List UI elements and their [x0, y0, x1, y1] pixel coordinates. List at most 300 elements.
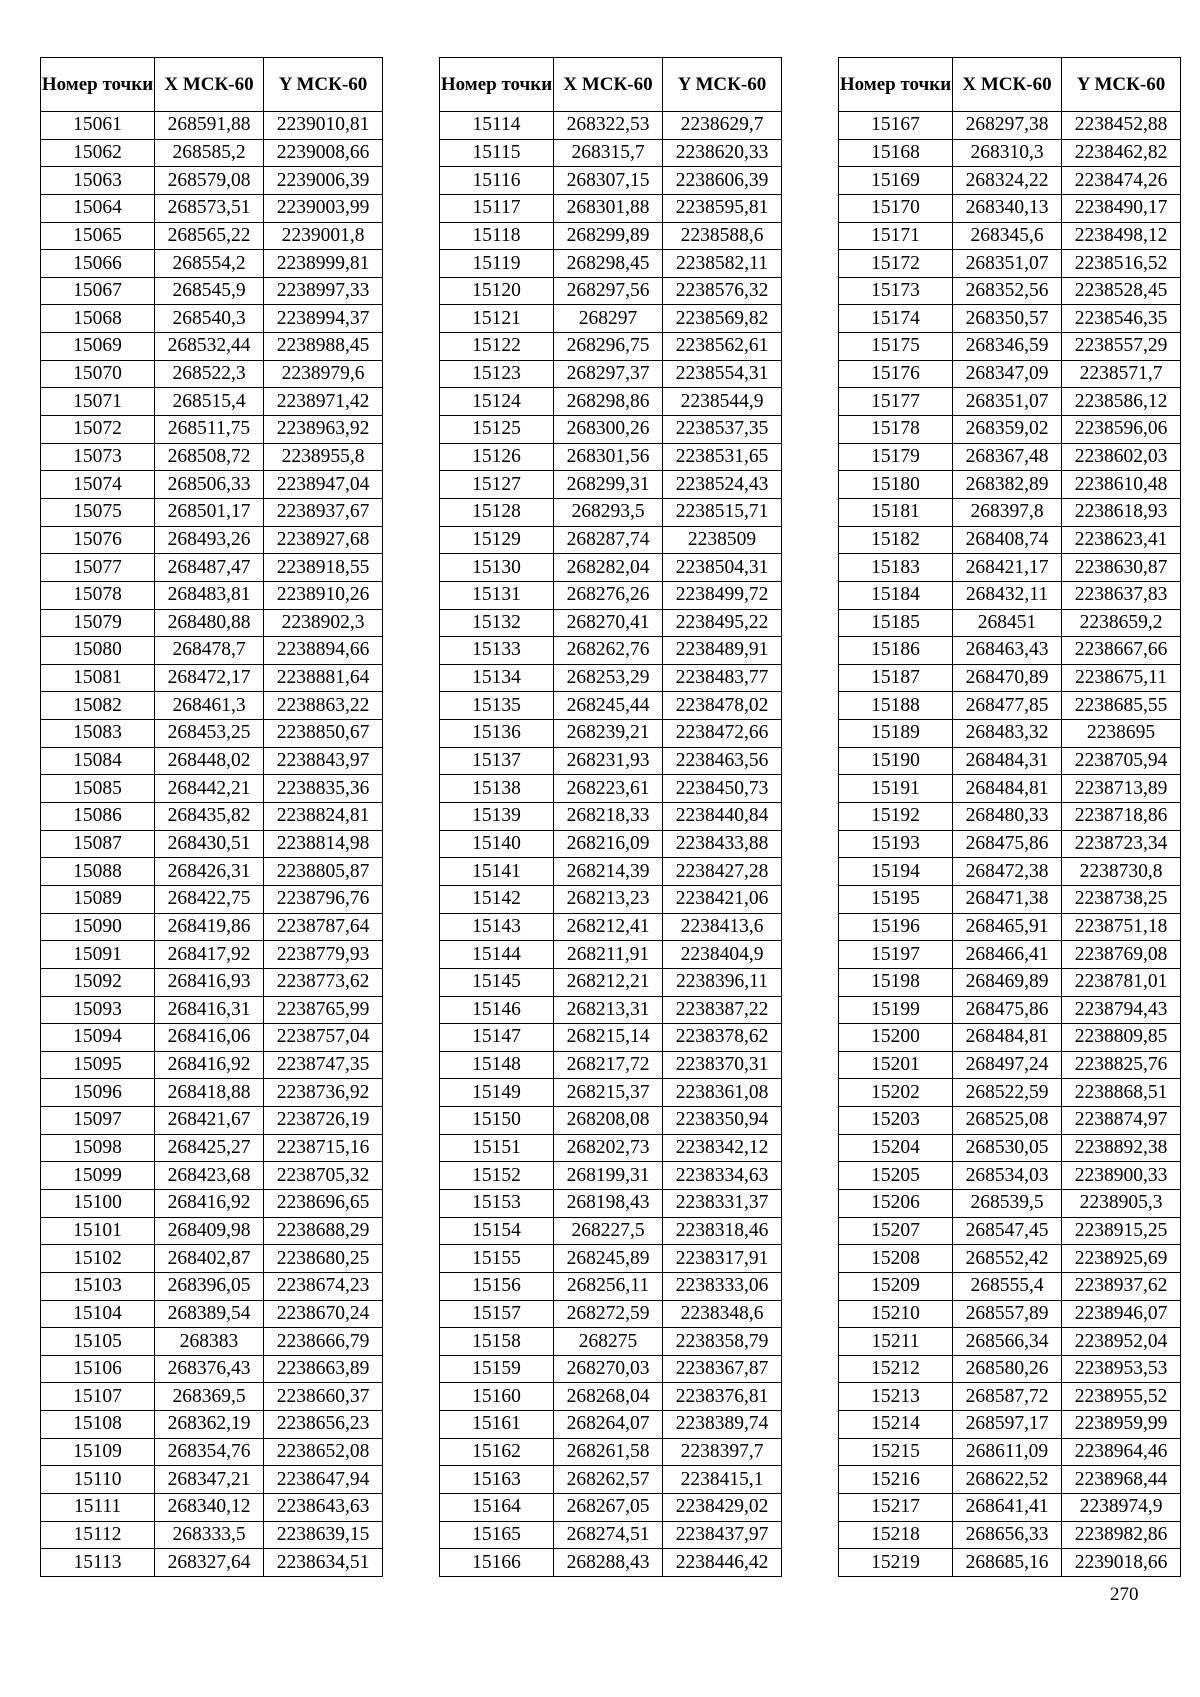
y-coordinate-cell: 2238562,61	[663, 333, 782, 361]
point-number-cell: 15182	[839, 526, 953, 554]
table-row	[839, 885, 1181, 913]
table-row	[839, 1355, 1181, 1383]
table-row	[41, 1272, 383, 1300]
point-number-cell: 15181	[839, 498, 953, 526]
y-coordinate-cell: 2238675,11	[1062, 664, 1181, 692]
table-row	[839, 112, 1181, 140]
y-coordinate-cell: 2238620,33	[663, 139, 782, 167]
x-coordinate-cell: 268245,89	[554, 1245, 663, 1273]
x-coordinate-cell: 268423,68	[155, 1162, 264, 1190]
point-number-cell: 15129	[440, 526, 554, 554]
table-row	[41, 968, 383, 996]
x-coordinate-cell: 268442,21	[155, 775, 264, 803]
point-number-cell: 15131	[440, 581, 554, 609]
y-coordinate-cell: 2238358,79	[663, 1328, 782, 1356]
point-number-cell: 15126	[440, 443, 554, 471]
y-coordinate-cell: 2238765,99	[264, 996, 383, 1024]
table-row	[440, 1549, 782, 1577]
table-row	[41, 1079, 383, 1107]
table-row	[41, 830, 383, 858]
y-coordinate-cell: 2238317,91	[663, 1245, 782, 1273]
x-coordinate-cell: 268483,32	[953, 720, 1062, 748]
table-row	[41, 609, 383, 637]
y-coordinate-cell: 2238738,25	[1062, 885, 1181, 913]
table-row	[839, 858, 1181, 886]
table-row	[440, 996, 782, 1024]
x-coordinate-cell: 268448,02	[155, 747, 264, 775]
point-number-cell: 15090	[41, 913, 155, 941]
table-row	[41, 1494, 383, 1522]
x-coordinate-cell: 268565,22	[155, 222, 264, 250]
table-row	[839, 554, 1181, 582]
y-coordinate-cell: 2238715,16	[264, 1134, 383, 1162]
point-number-cell: 15170	[839, 194, 953, 222]
table-row	[41, 388, 383, 416]
point-number-cell: 15194	[839, 858, 953, 886]
table-row	[440, 1245, 782, 1273]
table-row	[440, 1107, 782, 1135]
point-number-cell: 15146	[440, 996, 554, 1024]
table-row	[440, 305, 782, 333]
y-coordinate-cell: 2238781,01	[1062, 968, 1181, 996]
y-coordinate-cell: 2239018,66	[1062, 1549, 1181, 1577]
point-number-cell: 15138	[440, 775, 554, 803]
point-number-cell: 15171	[839, 222, 953, 250]
table-row	[41, 996, 383, 1024]
table-row	[839, 194, 1181, 222]
y-coordinate-cell: 2238452,88	[1062, 112, 1181, 140]
y-coordinate-cell: 2238596,06	[1062, 416, 1181, 444]
point-number-cell: 15200	[839, 1024, 953, 1052]
x-coordinate-cell: 268547,45	[953, 1217, 1062, 1245]
x-coordinate-cell: 268418,88	[155, 1079, 264, 1107]
point-number-cell: 15112	[41, 1521, 155, 1549]
point-number-cell: 15100	[41, 1189, 155, 1217]
point-number-cell: 15189	[839, 720, 953, 748]
y-coordinate-cell: 2238994,37	[264, 305, 383, 333]
x-coordinate-cell: 268409,98	[155, 1217, 264, 1245]
table-row	[440, 1383, 782, 1411]
table-row	[839, 250, 1181, 278]
table-row	[440, 1079, 782, 1107]
table-row	[839, 139, 1181, 167]
y-coordinate-cell: 2238433,88	[663, 830, 782, 858]
x-coordinate-cell: 268475,86	[953, 996, 1062, 1024]
table-row	[440, 194, 782, 222]
point-number-cell: 15199	[839, 996, 953, 1024]
table-row	[839, 1411, 1181, 1439]
x-coordinate-cell: 268555,4	[953, 1272, 1062, 1300]
point-number-cell: 15107	[41, 1383, 155, 1411]
y-coordinate-cell: 2238974,9	[1062, 1494, 1181, 1522]
point-number-cell: 15067	[41, 277, 155, 305]
point-number-cell: 15089	[41, 885, 155, 913]
point-number-cell: 15106	[41, 1355, 155, 1383]
coordinates-table-2	[439, 57, 782, 1577]
y-coordinate-cell: 2238863,22	[264, 692, 383, 720]
x-coordinate-cell: 268641,41	[953, 1494, 1062, 1522]
y-coordinate-cell: 2238528,45	[1062, 277, 1181, 305]
table-row	[839, 913, 1181, 941]
point-number-cell: 15160	[440, 1383, 554, 1411]
x-coordinate-cell: 268470,89	[953, 664, 1062, 692]
x-coordinate-cell: 268425,27	[155, 1134, 264, 1162]
x-coordinate-cell: 268471,38	[953, 885, 1062, 913]
y-coordinate-cell: 2238959,99	[1062, 1411, 1181, 1439]
table-row	[41, 941, 383, 969]
x-coordinate-cell: 268475,86	[953, 830, 1062, 858]
table-row	[440, 526, 782, 554]
table-row	[839, 277, 1181, 305]
x-coordinate-cell: 268591,88	[155, 112, 264, 140]
x-coordinate-cell: 268340,12	[155, 1494, 264, 1522]
x-coordinate-cell: 268419,86	[155, 913, 264, 941]
table-row	[839, 1107, 1181, 1135]
point-number-cell: 15073	[41, 443, 155, 471]
table-row	[41, 1466, 383, 1494]
point-number-cell: 15190	[839, 747, 953, 775]
point-number-cell: 15127	[440, 471, 554, 499]
y-coordinate-cell: 2238779,93	[264, 941, 383, 969]
y-coordinate-cell: 2238557,29	[1062, 333, 1181, 361]
x-coordinate-cell: 268540,3	[155, 305, 264, 333]
x-coordinate-cell: 268463,43	[953, 637, 1062, 665]
y-coordinate-cell: 2238696,65	[264, 1189, 383, 1217]
y-coordinate-cell: 2238773,62	[264, 968, 383, 996]
point-number-header: Номер точки	[839, 58, 953, 112]
y-coordinate-cell: 2238639,15	[264, 1521, 383, 1549]
x-coordinate-cell: 268472,38	[953, 858, 1062, 886]
y-coordinate-cell: 2238554,31	[663, 360, 782, 388]
x-coordinate-cell: 268223,61	[554, 775, 663, 803]
point-number-cell: 15132	[440, 609, 554, 637]
table-row	[839, 581, 1181, 609]
table-row	[440, 471, 782, 499]
y-coordinate-cell: 2238713,89	[1062, 775, 1181, 803]
y-coordinate-cell: 2239006,39	[264, 167, 383, 195]
y-coordinate-cell: 2238647,94	[264, 1466, 383, 1494]
x-coordinate-cell: 268298,86	[554, 388, 663, 416]
point-number-cell: 15085	[41, 775, 155, 803]
table-row	[839, 333, 1181, 361]
point-number-cell: 15091	[41, 941, 155, 969]
x-coordinate-cell: 268245,44	[554, 692, 663, 720]
point-number-cell: 15068	[41, 305, 155, 333]
x-coordinate-cell: 268426,31	[155, 858, 264, 886]
point-number-cell: 15185	[839, 609, 953, 637]
y-coordinate-cell: 2238602,03	[1062, 443, 1181, 471]
x-coordinate-cell: 268333,5	[155, 1521, 264, 1549]
x-coordinate-cell: 268469,89	[953, 968, 1062, 996]
table-row	[41, 554, 383, 582]
table-row	[440, 112, 782, 140]
point-number-cell: 15110	[41, 1466, 155, 1494]
point-number-cell: 15071	[41, 388, 155, 416]
x-coordinate-cell: 268396,05	[155, 1272, 264, 1300]
x-coordinate-cell: 268465,91	[953, 913, 1062, 941]
y-coordinate-cell: 2238850,67	[264, 720, 383, 748]
table-row	[41, 664, 383, 692]
table-row	[839, 1438, 1181, 1466]
x-coordinate-cell: 268301,56	[554, 443, 663, 471]
x-coordinate-cell: 268282,04	[554, 554, 663, 582]
table-row	[440, 554, 782, 582]
point-number-cell: 15174	[839, 305, 953, 333]
x-coordinate-cell: 268466,41	[953, 941, 1062, 969]
y-coordinate-cell: 2238367,87	[663, 1355, 782, 1383]
x-coordinate-cell: 268270,41	[554, 609, 663, 637]
y-coordinate-cell: 2238868,51	[1062, 1079, 1181, 1107]
table-row	[440, 830, 782, 858]
y-coordinate-cell: 2238874,97	[1062, 1107, 1181, 1135]
y-coordinate-cell: 2238427,28	[663, 858, 782, 886]
table-row	[839, 1383, 1181, 1411]
point-number-cell: 15152	[440, 1162, 554, 1190]
point-number-cell: 15212	[839, 1355, 953, 1383]
y-coordinate-cell: 2238462,82	[1062, 139, 1181, 167]
x-coordinate-cell: 268579,08	[155, 167, 264, 195]
point-number-cell: 15195	[839, 885, 953, 913]
point-number-cell: 15098	[41, 1134, 155, 1162]
x-coordinate-cell: 268530,05	[953, 1134, 1062, 1162]
y-coordinate-cell: 2238736,92	[264, 1079, 383, 1107]
x-coordinate-cell: 268515,4	[155, 388, 264, 416]
point-number-cell: 15157	[440, 1300, 554, 1328]
x-coordinate-cell: 268422,75	[155, 885, 264, 913]
point-number-cell: 15109	[41, 1438, 155, 1466]
y-coordinate-cell: 2238499,72	[663, 581, 782, 609]
y-coordinate-cell: 2238843,97	[264, 747, 383, 775]
point-number-cell: 15169	[839, 167, 953, 195]
coordinates-table-3	[838, 57, 1181, 1577]
point-number-cell: 15217	[839, 1494, 953, 1522]
y-coordinate-cell: 2238404,9	[663, 941, 782, 969]
table-row	[839, 1272, 1181, 1300]
point-number-cell: 15165	[440, 1521, 554, 1549]
y-coordinate-cell: 2238397,7	[663, 1438, 782, 1466]
y-coordinate-cell: 2238787,64	[264, 913, 383, 941]
x-coordinate-cell: 268300,26	[554, 416, 663, 444]
point-number-cell: 15114	[440, 112, 554, 140]
point-number-cell: 15177	[839, 388, 953, 416]
y-coordinate-cell: 2238342,12	[663, 1134, 782, 1162]
point-number-cell: 15210	[839, 1300, 953, 1328]
point-number-cell: 15086	[41, 803, 155, 831]
y-coordinate-cell: 2238670,24	[264, 1300, 383, 1328]
table-row	[41, 250, 383, 278]
point-number-cell: 15196	[839, 913, 953, 941]
y-coordinate-cell: 2238979,6	[264, 360, 383, 388]
y-coordinate-cell: 2238489,91	[663, 637, 782, 665]
table-row	[440, 1189, 782, 1217]
x-coordinate-cell: 268214,39	[554, 858, 663, 886]
x-coordinate-cell: 268534,03	[953, 1162, 1062, 1190]
x-coordinate-cell: 268199,31	[554, 1162, 663, 1190]
y-coordinate-header: Y МСК-60	[264, 58, 383, 112]
point-number-cell: 15118	[440, 222, 554, 250]
table-row	[41, 222, 383, 250]
x-coordinate-cell: 268202,73	[554, 1134, 663, 1162]
y-coordinate-cell: 2238516,52	[1062, 250, 1181, 278]
table-row	[839, 1024, 1181, 1052]
y-coordinate-cell: 2238910,26	[264, 581, 383, 609]
x-coordinate-cell: 268362,19	[155, 1411, 264, 1439]
table-row	[839, 1217, 1181, 1245]
point-number-cell: 15079	[41, 609, 155, 637]
point-number-cell: 15102	[41, 1245, 155, 1273]
y-coordinate-cell: 2238610,48	[1062, 471, 1181, 499]
x-coordinate-cell: 268227,5	[554, 1217, 663, 1245]
y-coordinate-cell: 2238937,67	[264, 498, 383, 526]
y-coordinate-cell: 2238582,11	[663, 250, 782, 278]
table-row	[839, 996, 1181, 1024]
x-coordinate-cell: 268345,6	[953, 222, 1062, 250]
table-row	[440, 775, 782, 803]
x-coordinate-cell: 268327,64	[155, 1549, 264, 1577]
table-row	[839, 1300, 1181, 1328]
y-coordinate-cell: 2238824,81	[264, 803, 383, 831]
x-coordinate-cell: 268354,76	[155, 1438, 264, 1466]
x-coordinate-cell: 268472,17	[155, 664, 264, 692]
table-row	[41, 1245, 383, 1273]
point-number-cell: 15173	[839, 277, 953, 305]
x-coordinate-cell: 268408,74	[953, 526, 1062, 554]
y-coordinate-cell: 2238660,37	[264, 1383, 383, 1411]
y-coordinate-cell: 2238927,68	[264, 526, 383, 554]
point-number-cell: 15117	[440, 194, 554, 222]
y-coordinate-cell: 2238964,46	[1062, 1438, 1181, 1466]
y-coordinate-cell: 2238794,43	[1062, 996, 1181, 1024]
coordinates-table-1	[40, 57, 383, 1577]
y-coordinate-cell: 2238809,85	[1062, 1024, 1181, 1052]
table-row	[41, 112, 383, 140]
table-row	[41, 1051, 383, 1079]
point-number-cell: 15123	[440, 360, 554, 388]
x-coordinate-cell: 268587,72	[953, 1383, 1062, 1411]
y-coordinate-cell: 2238881,64	[264, 664, 383, 692]
point-number-cell: 15116	[440, 167, 554, 195]
point-number-cell: 15214	[839, 1411, 953, 1439]
point-number-cell: 15201	[839, 1051, 953, 1079]
x-coordinate-cell: 268261,58	[554, 1438, 663, 1466]
table-row	[41, 1328, 383, 1356]
x-coordinate-cell: 268525,08	[953, 1107, 1062, 1135]
table-row	[440, 1521, 782, 1549]
x-coordinate-cell: 268276,26	[554, 581, 663, 609]
y-coordinate-cell: 2238333,06	[663, 1272, 782, 1300]
y-coordinate-cell: 2238892,38	[1062, 1134, 1181, 1162]
point-number-cell: 15097	[41, 1107, 155, 1135]
y-coordinate-cell: 2238663,89	[264, 1355, 383, 1383]
y-coordinate-cell: 2238595,81	[663, 194, 782, 222]
point-number-cell: 15197	[839, 941, 953, 969]
point-number-cell: 15154	[440, 1217, 554, 1245]
y-coordinate-cell: 2238955,8	[264, 443, 383, 471]
table-row	[440, 443, 782, 471]
x-coordinate-cell: 268359,02	[953, 416, 1062, 444]
table-row	[839, 747, 1181, 775]
table-row	[440, 1300, 782, 1328]
table-row	[440, 277, 782, 305]
x-coordinate-cell: 268352,56	[953, 277, 1062, 305]
point-number-cell: 15204	[839, 1134, 953, 1162]
table-row	[440, 885, 782, 913]
point-number-cell: 15148	[440, 1051, 554, 1079]
x-coordinate-cell: 268324,22	[953, 167, 1062, 195]
table-row	[839, 471, 1181, 499]
point-number-cell: 15122	[440, 333, 554, 361]
point-number-cell: 15069	[41, 333, 155, 361]
table-row	[839, 416, 1181, 444]
y-coordinate-cell: 2238531,65	[663, 443, 782, 471]
table-row	[440, 1466, 782, 1494]
x-coordinate-cell: 268216,09	[554, 830, 663, 858]
x-coordinate-cell: 268288,43	[554, 1549, 663, 1577]
y-coordinate-cell: 2238389,74	[663, 1411, 782, 1439]
point-number-cell: 15111	[41, 1494, 155, 1522]
y-coordinate-cell: 2238769,08	[1062, 941, 1181, 969]
y-coordinate-cell: 2238751,18	[1062, 913, 1181, 941]
point-number-cell: 15105	[41, 1328, 155, 1356]
point-number-cell: 15205	[839, 1162, 953, 1190]
point-number-cell: 15094	[41, 1024, 155, 1052]
point-number-cell: 15099	[41, 1162, 155, 1190]
point-number-cell: 15120	[440, 277, 554, 305]
x-coordinate-cell: 268497,24	[953, 1051, 1062, 1079]
x-coordinate-cell: 268487,47	[155, 554, 264, 582]
x-coordinate-cell: 268351,07	[953, 388, 1062, 416]
y-coordinate-cell: 2238421,06	[663, 885, 782, 913]
y-coordinate-cell: 2238509	[663, 526, 782, 554]
x-coordinate-cell: 268270,03	[554, 1355, 663, 1383]
x-coordinate-cell: 268293,5	[554, 498, 663, 526]
point-number-cell: 15078	[41, 581, 155, 609]
table-row	[41, 1383, 383, 1411]
point-number-cell: 15213	[839, 1383, 953, 1411]
table-row	[440, 637, 782, 665]
x-coordinate-cell: 268493,26	[155, 526, 264, 554]
table-row	[839, 1245, 1181, 1273]
y-coordinate-cell: 2238666,79	[264, 1328, 383, 1356]
y-coordinate-cell: 2238331,37	[663, 1189, 782, 1217]
y-coordinate-cell: 2238478,02	[663, 692, 782, 720]
point-number-cell: 15188	[839, 692, 953, 720]
y-coordinate-cell: 2238747,35	[264, 1051, 383, 1079]
table-row	[41, 692, 383, 720]
x-coordinate-cell: 268264,07	[554, 1411, 663, 1439]
point-number-cell: 15198	[839, 968, 953, 996]
y-coordinate-cell: 2238971,42	[264, 388, 383, 416]
point-number-cell: 15163	[440, 1466, 554, 1494]
x-coordinate-cell: 268298,45	[554, 250, 663, 278]
y-coordinate-cell: 2238524,43	[663, 471, 782, 499]
y-coordinate-cell: 2239001,8	[264, 222, 383, 250]
y-coordinate-cell: 2238569,82	[663, 305, 782, 333]
table-row	[839, 1521, 1181, 1549]
x-coordinate-cell: 268656,33	[953, 1521, 1062, 1549]
x-coordinate-cell: 268268,04	[554, 1383, 663, 1411]
y-coordinate-cell: 2238495,22	[663, 609, 782, 637]
y-coordinate-cell: 2238415,1	[663, 1466, 782, 1494]
point-number-cell: 15147	[440, 1024, 554, 1052]
table-row	[41, 194, 383, 222]
table-row	[839, 305, 1181, 333]
point-number-cell: 15168	[839, 139, 953, 167]
x-coordinate-cell: 268416,31	[155, 996, 264, 1024]
x-coordinate-cell: 268508,72	[155, 443, 264, 471]
y-coordinate-cell: 2238918,55	[264, 554, 383, 582]
table-row	[839, 1328, 1181, 1356]
